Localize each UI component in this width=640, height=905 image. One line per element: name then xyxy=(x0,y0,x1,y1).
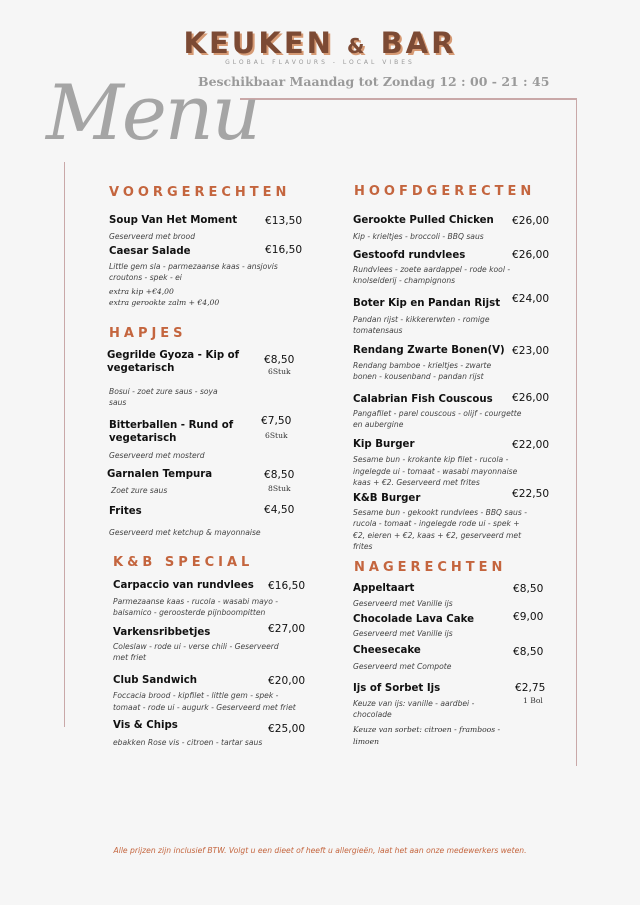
item-price: €20,00 xyxy=(268,675,306,687)
item-description: Bosui - zoet zure saus - soya xyxy=(109,387,218,396)
item-name: Vis & Chips xyxy=(113,720,178,731)
item-description: Pangafilet - parel couscous - olijf - courgette xyxy=(353,409,522,418)
item-price: €22,50 xyxy=(512,488,550,500)
item-description: Sesame bun - gekookt rundvlees - BBQ saus - xyxy=(353,508,527,517)
item-unit: 1 Bol xyxy=(523,696,543,705)
item-description: frites xyxy=(353,542,373,551)
item-price: €26,00 xyxy=(512,249,550,261)
logo-bar: BAR xyxy=(380,26,457,60)
section-title-kb-special: K&B SPECIAL xyxy=(113,555,254,570)
item-name: Soup Van Het Moment xyxy=(109,215,238,226)
logo-keuken: KEUKEN xyxy=(183,26,334,60)
item-description: Rendang bamboe - krieltjes - zwarte xyxy=(353,361,492,370)
item-name: Rendang Zwarte Bonen(V) xyxy=(353,345,505,356)
section-title-voorgerechten: VOORGERECHTEN xyxy=(109,185,291,200)
item-extra: limoen xyxy=(353,737,380,746)
item-description: Keuze van ijs: vanille - aardbei - xyxy=(353,699,475,708)
item-name: Chocolade Lava Cake xyxy=(353,614,475,625)
item-description: Geserveerd met brood xyxy=(109,232,196,241)
logo-tagline: GLOBAL FLAVOURS - LOCAL VIBES xyxy=(225,59,415,66)
item-description: Geserveerd met ketchup & mayonnaise xyxy=(109,528,261,537)
item-description: Rundvlees - zoete aardappel - rode kool - xyxy=(353,265,511,274)
item-name: K&B Burger xyxy=(353,493,421,504)
item-description: croutons - spek - ei xyxy=(109,273,182,282)
item-name: Club Sandwich xyxy=(113,675,198,686)
footer-note: Alle prijzen zijn inclusief BTW. Volgt u een dieet of heeft u allergieën, laat het aan onze medewerkers weten. xyxy=(113,846,527,855)
item-description: Pandan rijst - kikkererwten - romige xyxy=(353,315,490,324)
section-title-hapjes: HAPJES xyxy=(109,326,187,341)
item-description: tomatensaus xyxy=(353,326,403,335)
item-price: €16,50 xyxy=(265,244,303,256)
item-description: met friet xyxy=(113,653,147,662)
item-description: Zoet zure saus xyxy=(111,486,168,495)
item-price: €27,00 xyxy=(268,623,306,635)
item-description: knolselderij - champignons xyxy=(353,276,456,285)
item-description: Geserveerd met Vanille ijs xyxy=(353,599,453,608)
item-name: Ijs of Sorbet Ijs xyxy=(353,683,441,694)
frame-left-border xyxy=(64,162,65,727)
item-price: €23,00 xyxy=(512,345,550,357)
item-price: €8,50 xyxy=(513,646,544,658)
item-price: €8,50 xyxy=(264,469,295,481)
item-description: €2, eieren + €2, kaas + €2, geserveerd met xyxy=(353,531,522,540)
item-unit: 6Stuk xyxy=(268,367,291,376)
item-description: ebakken Rose vis - citroen - tartar saus xyxy=(113,738,263,747)
item-name: Gegrilde Gyoza - Kip of xyxy=(107,350,240,361)
item-price: €25,00 xyxy=(268,723,306,735)
menu-title: Menu xyxy=(46,68,259,157)
item-description: ingelegde ui - tomaat - wasabi mayonnaise xyxy=(353,467,518,476)
item-description: Parmezaanse kaas - rucola - wasabi mayo - xyxy=(113,597,279,606)
item-price: €7,50 xyxy=(261,415,292,427)
item-price: €4,50 xyxy=(264,504,295,516)
item-name: Calabrian Fish Couscous xyxy=(353,394,493,405)
logo xyxy=(0,26,640,60)
item-description: Coleslaw - rode ui - verse chili - Geserveerd xyxy=(113,642,279,651)
item-name: vegetarisch xyxy=(109,433,177,444)
item-description: kaas + €2. Geserveerd met frites xyxy=(353,478,480,487)
item-name: Garnalen Tempura xyxy=(107,469,213,480)
item-name: Varkensribbetjes xyxy=(113,627,211,638)
item-price: €26,00 xyxy=(512,215,550,227)
item-description: bonen - kousenband - pandan rijst xyxy=(353,372,484,381)
item-price: €26,00 xyxy=(512,392,550,404)
frame-right-border xyxy=(576,98,577,766)
item-name: Caesar Salade xyxy=(109,246,191,257)
item-description: en aubergine xyxy=(353,420,404,429)
item-name: vegetarisch xyxy=(107,363,175,374)
item-price: €2,75 xyxy=(515,682,546,694)
section-title-nagerechten: NAGERECHTEN xyxy=(354,560,507,575)
item-unit: 6Stuk xyxy=(265,431,288,440)
item-price: €22,00 xyxy=(512,439,550,451)
item-extra: extra kip +€4,00 xyxy=(109,287,174,296)
item-price: €8,50 xyxy=(264,354,295,366)
item-price: €9,00 xyxy=(513,611,544,623)
item-name: Kip Burger xyxy=(353,439,415,450)
item-description: chocolade xyxy=(353,710,392,719)
item-description: Geserveerd met Vanille ijs xyxy=(353,629,453,638)
item-name: Boter Kip en Pandan Rijst xyxy=(353,298,501,309)
item-description: Sesame bun - krokante kip filet - rucola - xyxy=(353,455,509,464)
item-description: Geserveerd met Compote xyxy=(353,662,452,671)
item-description: Geserveerd met mosterd xyxy=(109,451,205,460)
item-price: €8,50 xyxy=(513,583,544,595)
item-name: Bitterballen - Rund of xyxy=(109,420,234,431)
section-title-hoofdgerechten: HOOFDGERECTEN xyxy=(354,184,536,199)
item-description: balsamico - geroosterde pijnboompitten xyxy=(113,608,266,617)
item-name: Gestoofd rundvlees xyxy=(353,250,466,261)
item-name: Gerookte Pulled Chicken xyxy=(353,215,494,226)
frame-top-border xyxy=(240,98,577,100)
item-description: Foccacia brood - kipfilet - little gem - spek - xyxy=(113,691,279,700)
item-name: Appeltaart xyxy=(353,583,415,594)
item-name: Carpaccio van rundvlees xyxy=(113,580,254,591)
item-price: €16,50 xyxy=(268,580,306,592)
item-description: Kip - krieltjes - broccoli - BBQ saus xyxy=(353,232,484,241)
item-description: saus xyxy=(109,398,127,407)
item-extra: Keuze van sorbet: citroen - framboos - xyxy=(353,725,501,734)
item-price: €13,50 xyxy=(265,215,303,227)
logo-ampersand: & xyxy=(347,34,368,58)
item-extra: extra gerookte zalm + €4,00 xyxy=(109,298,220,307)
item-name: Frites xyxy=(109,506,142,517)
item-unit: 8Stuk xyxy=(268,484,291,493)
item-description: Little gem sla - parmezaanse kaas - ansjovis xyxy=(109,262,278,271)
item-description: rucola - tomaat - ingelegde rode ui - spek + xyxy=(353,519,520,528)
availability-text: Beschikbaar Maandag tot Zondag 12 : 00 - 21 : 45 xyxy=(198,74,550,89)
item-name: Cheesecake xyxy=(353,645,421,656)
item-price: €24,00 xyxy=(512,293,550,305)
item-description: tomaat - rode ui - augurk - Geserveerd met friet xyxy=(113,703,296,712)
